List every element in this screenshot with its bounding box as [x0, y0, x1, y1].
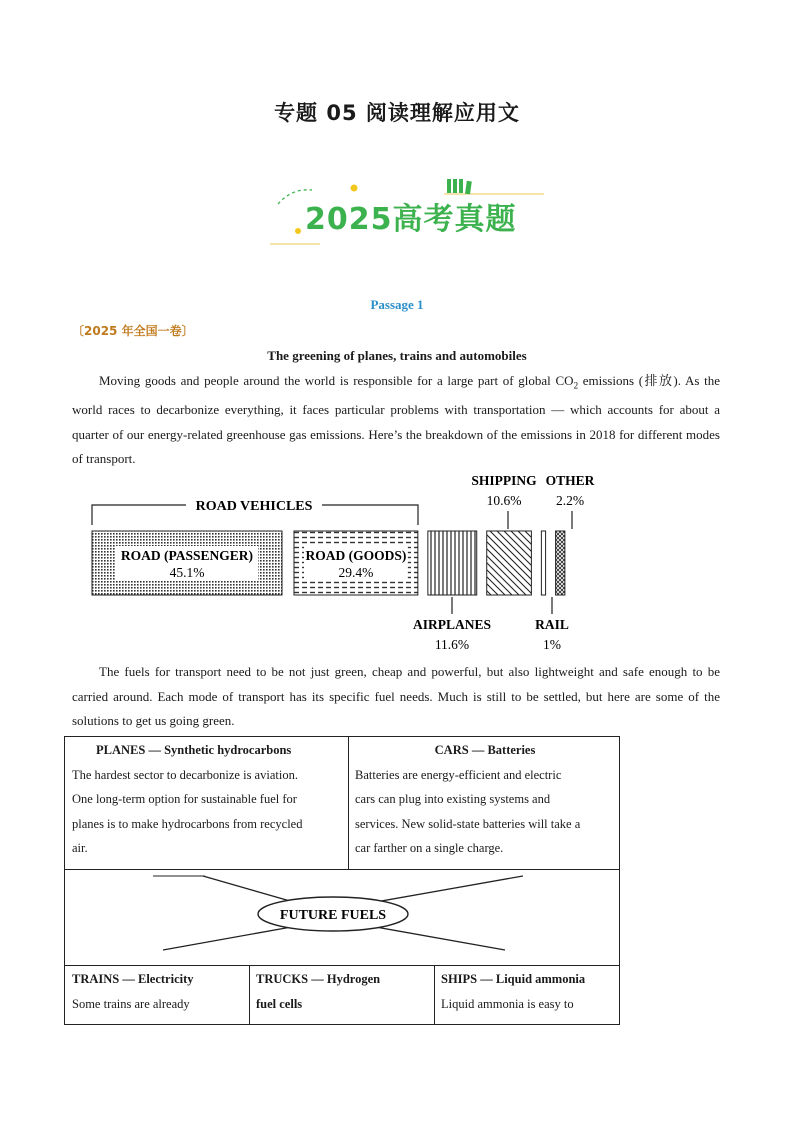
- banner-title: 2025高考真题: [305, 202, 517, 237]
- paragraph-1-rest: emissions (排放). As the world races to decarbonize everything, it faces particular problems with transportation — which accounts for about a quarter of our energy-related greenhouse gas emissions. Here’s the breakdown of the emissions in 2018 for different modes of transport.: [72, 373, 720, 467]
- page-title: 专题 05 阅读理解应用文: [274, 101, 520, 125]
- banner-dot-top: [351, 185, 358, 192]
- label-airplanes: AIRPLANES: [412, 617, 492, 632]
- trucks-heading: TRUCKS — Hydrogen: [256, 972, 381, 986]
- trains-cell: [72, 967, 247, 1016]
- planes-line: planes is to make hydrocarbons from recycled: [72, 816, 303, 831]
- label-road-goods: ROAD (GOODS): [305, 548, 407, 563]
- passage-label: Passage 1: [370, 297, 424, 312]
- value-road-goods: 29.4%: [338, 565, 374, 580]
- label-other: OTHER: [545, 473, 595, 488]
- value-rail: 1%: [543, 637, 561, 652]
- bar-other: [556, 531, 565, 595]
- cars-line: car farther on a single charge.: [355, 841, 504, 855]
- cars-heading: CARS — Batteries: [434, 743, 536, 757]
- label-road-passenger: ROAD (PASSENGER): [120, 548, 254, 563]
- planes-line: One long-term option for sustainable fuel for: [72, 792, 297, 806]
- ships-cell: [441, 967, 617, 1016]
- planes-line: air.: [72, 841, 88, 855]
- label-rail: RAIL: [535, 617, 569, 632]
- divider: [348, 737, 349, 869]
- future-fuels-table: [64, 736, 620, 1025]
- ships-text: Liquid ammonia is easy to: [441, 996, 574, 1011]
- paragraph-1: [72, 369, 720, 472]
- planes-cell: [72, 738, 342, 861]
- label-shipping: SHIPPING: [471, 473, 537, 488]
- value-other: 2.2%: [555, 493, 585, 508]
- value-road-passenger: 45.1%: [169, 565, 205, 580]
- bar-shipping: [487, 531, 532, 595]
- banner-dot-bottom: [295, 228, 301, 234]
- planes-line: The hardest sector to decarbonize is aviation.: [72, 767, 298, 782]
- exam-source: 〔2025 年全国一卷〕: [72, 324, 194, 338]
- article-title: The greening of planes, trains and automobiles: [267, 348, 527, 363]
- road-vehicles-label: ROAD VEHICLES: [195, 499, 313, 514]
- ships-heading: SHIPS — Liquid ammonia: [441, 972, 586, 986]
- divider: [65, 965, 619, 966]
- paragraph-1-start: Moving goods and people around the world is responsible for a large part of global CO: [99, 373, 574, 388]
- planes-heading: PLANES — Synthetic hydrocarbons: [96, 743, 292, 757]
- trucks-heading-2: fuel cells: [256, 996, 303, 1011]
- value-airplanes: 11.6%: [434, 637, 470, 652]
- co2-subscript: 2: [573, 380, 579, 391]
- bar-rail: [541, 531, 545, 595]
- cars-line: Batteries are energy-efficient and electric: [355, 767, 562, 782]
- trains-text: Some trains are already: [72, 996, 190, 1011]
- future-fuels-diagram: [65, 870, 619, 965]
- emissions-chart: [86, 470, 626, 656]
- divider: [249, 965, 250, 1025]
- cars-line: services. New solid-state batteries will take a: [355, 816, 581, 831]
- bar-airplanes: [428, 531, 477, 595]
- value-shipping: 10.6%: [486, 493, 522, 508]
- trains-heading: TRAINS — Electricity: [72, 972, 194, 986]
- future-fuels-label: FUTURE FUELS: [279, 908, 387, 923]
- trucks-cell: [256, 967, 432, 1016]
- divider: [434, 965, 435, 1025]
- paragraph-2: The fuels for transport need to be not just green, cheap and powerful, but also lightweight and safe enough to be carried around. Each mode of transport has its specific fuel needs. Much is still to be settled, but here are some of the solutions to get us going green.: [72, 664, 720, 728]
- cars-line: cars can plug into existing systems and: [355, 792, 551, 806]
- cars-cell: [355, 738, 615, 861]
